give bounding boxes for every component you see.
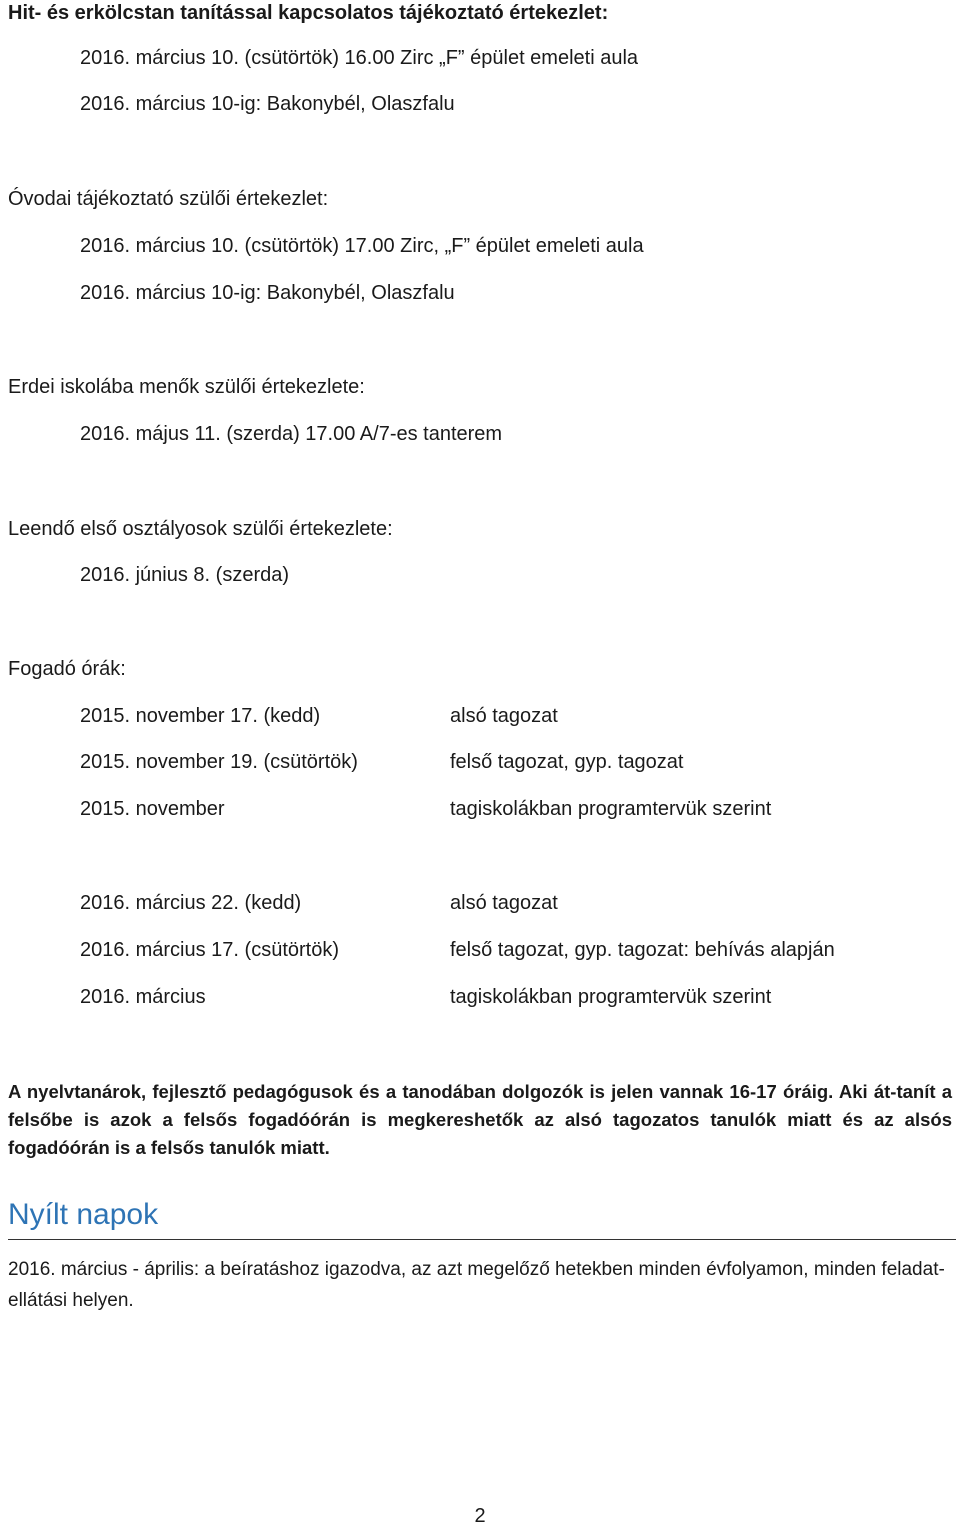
- fogado-desc: tagiskolákban programtervük szerint: [450, 986, 772, 1008]
- fogado-date: 2015. november 19. (csütörtök): [80, 751, 358, 773]
- fogado-date: 2015. november: [80, 798, 225, 820]
- fogado-desc: tagiskolákban programtervük szerint: [450, 798, 772, 820]
- nyilt-napok-heading: Nyílt napok: [8, 1198, 159, 1231]
- erdei-line-1: 2016. május 11. (szerda) 17.00 A/7-es tanterem: [80, 423, 503, 445]
- hit-line-1: 2016. március 10. (csütörtök) 16.00 Zirc „F” épület emeleti aula: [80, 47, 639, 69]
- fogado-desc: felső tagozat, gyp. tagozat: [450, 751, 684, 773]
- section-title-erdei: Erdei iskolába menők szülői értekezlete:: [8, 376, 365, 398]
- ovodai-line-1: 2016. március 10. (csütörtök) 17.00 Zirc, „F” épület emeleti aula: [80, 235, 644, 257]
- section-title-hit: Hit- és erkölcstan tanítással kapcsolatos tájékoztató értekezlet:: [8, 2, 609, 24]
- section-title-leendo: Leendő első osztályosok szülői értekezlete:: [8, 518, 393, 540]
- fogado-date: 2015. november 17. (kedd): [80, 705, 321, 727]
- ovodai-line-2: 2016. március 10-ig: Bakonybél, Olaszfalu: [80, 282, 455, 304]
- fogado-date: 2016. március: [80, 986, 206, 1008]
- note-paragraph: A nyelvtanárok, fejlesztő pedagógusok és a tanodában dolgozók is jelen vannak 16-17 óráig. Aki át-tanít a felsőbe is azok a felsős fogadóórán is megkereshetők az alsó tagozatos tanulók miatt és az alsós fogadóórán is a felsős tanulók miatt.: [8, 1081, 952, 1158]
- heading-underline: [8, 1239, 956, 1240]
- nyilt-napok-text: 2016. március - április: a beíratáshoz igazodva, az azt megelőző hetekben minden évfolyamon, minden feladat-ellátási helyen.: [8, 1259, 945, 1311]
- fogado-desc: alsó tagozat: [450, 705, 558, 727]
- fogado-desc: felső tagozat, gyp. tagozat: behívás alapján: [450, 939, 835, 961]
- fogado-date: 2016. március 17. (csütörtök): [80, 939, 339, 961]
- fogado-date: 2016. március 22. (kedd): [80, 892, 302, 914]
- section-title-fogado: Fogadó órák:: [8, 658, 126, 680]
- section-title-ovodai: Óvodai tájékoztató szülői értekezlet:: [8, 188, 329, 210]
- fogado-desc: alsó tagozat: [450, 892, 558, 914]
- hit-line-2: 2016. március 10-ig: Bakonybél, Olaszfalu: [80, 93, 455, 115]
- leendo-line-1: 2016. június 8. (szerda): [80, 564, 290, 586]
- page-number: 2: [474, 1505, 486, 1527]
